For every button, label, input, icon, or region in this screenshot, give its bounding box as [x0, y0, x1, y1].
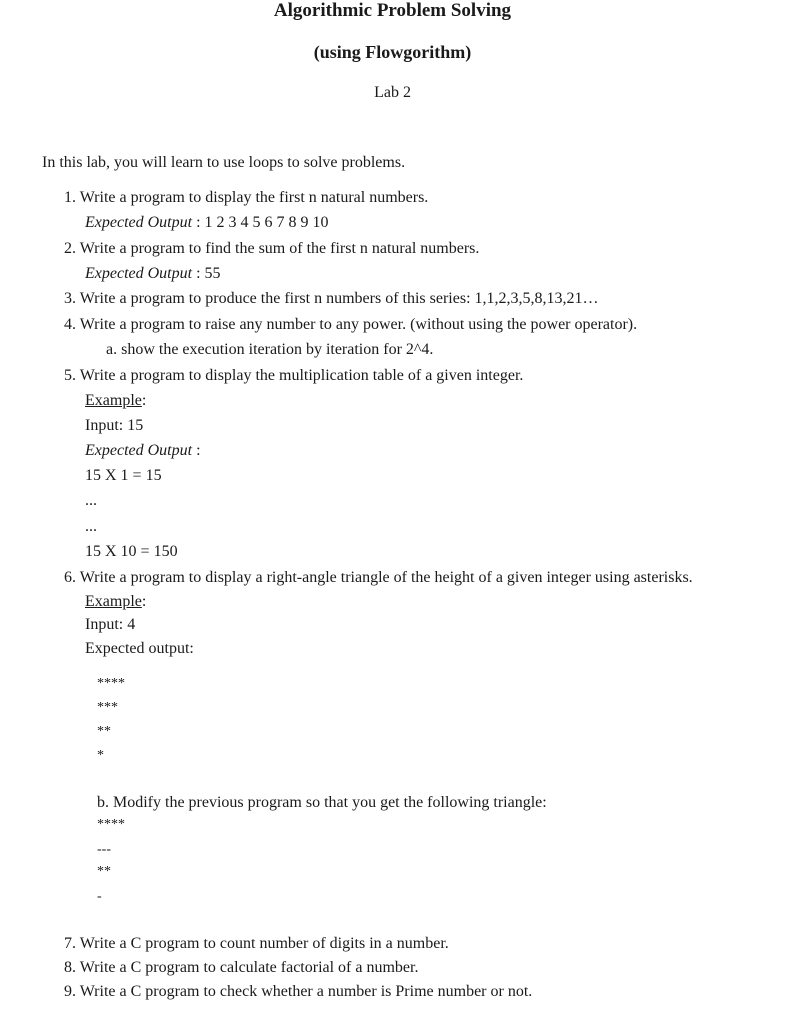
example-label: Example [85, 593, 142, 610]
question-4: 4. Write a program to raise any number to any power. (without using the power operator). [64, 316, 638, 333]
triangle-row: ** [97, 724, 111, 739]
expected-output-label: Expected Output [85, 442, 193, 459]
question-8: 8. Write a C program to calculate factorial of a number. [64, 959, 419, 976]
example-colon: : [141, 392, 147, 409]
question-6: 6. Write a program to display a right-angle triangle of the height of a given integer using asterisks. [64, 569, 693, 586]
expected-output-value: : 1 2 3 4 5 6 7 8 9 10 [192, 214, 329, 231]
triangle-b-row: --- [97, 842, 111, 857]
question-2: 2. Write a program to find the sum of the first n natural numbers. [64, 240, 480, 257]
triangle-row: *** [97, 700, 118, 715]
question-7: 7. Write a C program to count number of digits in a number. [64, 935, 449, 952]
document-subtitle: (using Flowgorithm) [313, 42, 472, 62]
question-3: 3. Write a program to produce the first n numbers of this series: 1,1,2,3,5,8,13,21… [64, 290, 599, 307]
expected-output-colon: : [192, 442, 201, 459]
question-5-expected [85, 442, 201, 460]
triangle-b-row: **** [97, 817, 125, 832]
question-6-example [85, 593, 146, 611]
intro-text: In this lab, you will learn to use loops to solve problems. [42, 154, 406, 171]
question-5-example [85, 392, 146, 410]
table-line: ... [85, 518, 97, 535]
table-line: ... [85, 492, 97, 509]
triangle-row: **** [97, 676, 125, 691]
question-6-expected: Expected output: [85, 640, 194, 657]
question-6-input: Input: 4 [85, 616, 136, 633]
question-2-expected [85, 265, 221, 283]
triangle-b-row: ** [97, 864, 111, 879]
lab-number: Lab 2 [374, 84, 411, 101]
triangle-b-row: - [97, 889, 102, 904]
question-5: 5. Write a program to display the multiplication table of a given integer. [64, 367, 524, 384]
question-4-sub-a: a. show the execution iteration by iteration for 2^4. [106, 341, 434, 358]
triangle-row: * [97, 748, 104, 763]
table-line: 15 X 10 = 150 [85, 543, 178, 560]
expected-output-label: Expected Output [85, 265, 193, 282]
expected-output-label: Expected Output [85, 214, 193, 231]
question-6-sub-b: b. Modify the previous program so that you get the following triangle: [97, 794, 547, 811]
question-5-input: Input: 15 [85, 417, 144, 434]
example-colon: : [141, 593, 147, 610]
question-1: 1. Write a program to display the first n natural numbers. [64, 189, 429, 206]
table-line: 15 X 1 = 15 [85, 467, 162, 484]
question-1-expected [85, 214, 329, 232]
question-9: 9. Write a C program to check whether a number is Prime number or not. [64, 983, 533, 1000]
document-title: Algorithmic Problem Solving [273, 0, 512, 21]
expected-output-value: : 55 [192, 265, 221, 282]
example-label: Example [85, 392, 142, 409]
